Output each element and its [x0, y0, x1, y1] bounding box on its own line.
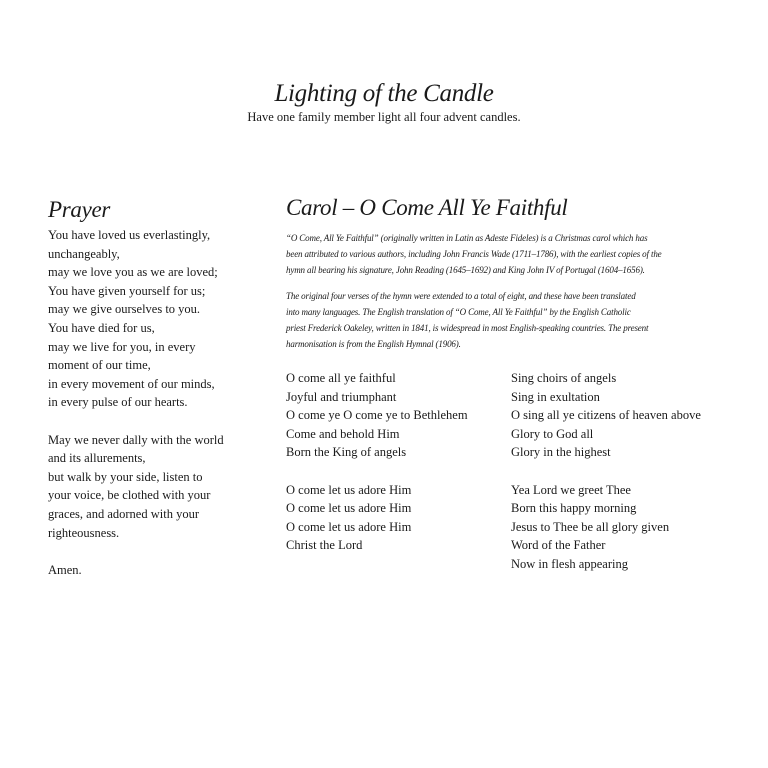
- lyric-line: O sing all ye citizens of heaven above: [511, 408, 701, 423]
- carol-title: Carol – O Come All Ye Faithful: [286, 195, 568, 220]
- lyric-line: Yea Lord we greet Thee: [511, 482, 631, 497]
- lyrics-column-left: [286, 369, 506, 555]
- stanza-gap: [286, 462, 506, 481]
- chorus-line: O come let us adore Him: [286, 482, 412, 497]
- lyric-line: Come and behold Him: [286, 426, 400, 441]
- note-line: priest Frederick Oakeley, written in 1841, is widespread in most English-speaking countries. The present: [286, 323, 649, 333]
- carol-history-note: [286, 230, 716, 278]
- prayer-line: in every pulse of our hearts.: [48, 395, 188, 410]
- page-subtitle: Have one family member light all four advent candles.: [247, 110, 521, 124]
- carol-translation-note: [286, 288, 716, 352]
- lyric-line: Glory to God all: [511, 426, 594, 441]
- prayer-line: You have died for us,: [48, 320, 155, 335]
- prayer-line: moment of our time,: [48, 358, 151, 373]
- page-title: Lighting of the Candle: [274, 80, 494, 107]
- page-header: [0, 78, 768, 124]
- lyrics-column-right: [511, 369, 726, 574]
- prayer-line: may we love you as we are loved;: [48, 265, 218, 280]
- note-line: The original four verses of the hymn were extended to a total of eight, and these have been translated: [286, 291, 636, 301]
- note-line: into many languages. The English translation of “O Come, All Ye Faithful” by the English Catholic: [286, 307, 631, 317]
- note-line: hymn all bearing his signature, John Reading (1645–1692) and King John IV of Portugal (1604–1656).: [286, 265, 645, 275]
- prayer-line: may we give ourselves to you.: [48, 302, 201, 317]
- lyric-line: Jesus to Thee be all glory given: [511, 519, 670, 534]
- prayer-line: May we never dally with the world: [48, 432, 224, 447]
- prayer-line: You have given yourself for us;: [48, 283, 206, 298]
- note-line: harmonisation is from the English Hymnal (1906).: [286, 339, 461, 349]
- lyric-line: O come ye O come ye to Bethlehem: [286, 408, 468, 423]
- chorus-line: O come let us adore Him: [286, 501, 412, 516]
- prayer-line: in every movement of our minds,: [48, 376, 215, 391]
- carol-section: [286, 192, 716, 362]
- lyric-line: Sing choirs of angels: [511, 371, 617, 385]
- prayer-line: righteousness.: [48, 525, 120, 540]
- chorus-line: O come let us adore Him: [286, 519, 412, 534]
- prayer-line: but walk by your side, listen to: [48, 469, 203, 484]
- lyric-line: Glory in the highest: [511, 445, 611, 460]
- paragraph-gap: [48, 412, 248, 431]
- stanza-gap: [511, 462, 726, 481]
- prayer-line: graces, and adorned with your: [48, 506, 199, 521]
- lyric-line: Now in flesh appearing: [511, 556, 628, 571]
- lyric-line: Born this happy morning: [511, 501, 637, 516]
- note-line: “O Come, All Ye Faithful” (originally written in Latin as Adeste Fideles) is a Christmas carol which has: [286, 233, 648, 243]
- prayer-line: unchangeably,: [48, 246, 120, 261]
- lyric-line: Word of the Father: [511, 538, 606, 553]
- prayer-closing: Amen.: [48, 562, 82, 577]
- prayer-line: You have loved us everlastingly,: [48, 228, 211, 242]
- prayer-title: Prayer: [48, 197, 111, 222]
- note-line: been attributed to various authors, including John Francis Wade (1711–1786), with the earliest copies of the: [286, 249, 662, 259]
- prayer-line: and its allurements,: [48, 451, 146, 466]
- prayer-line: may we live for you, in every: [48, 339, 196, 354]
- lyric-line: Joyful and triumphant: [286, 389, 397, 404]
- prayer-line: your voice, be clothed with your: [48, 488, 211, 503]
- paragraph-gap: [48, 542, 248, 561]
- lyric-line: Sing in exultation: [511, 389, 600, 404]
- prayer-section: [48, 194, 248, 579]
- lyric-line: O come all ye faithful: [286, 371, 396, 385]
- prayer-text: [48, 226, 248, 579]
- lyric-line: Born the King of angels: [286, 445, 407, 460]
- chorus-line: Christ the Lord: [286, 538, 363, 553]
